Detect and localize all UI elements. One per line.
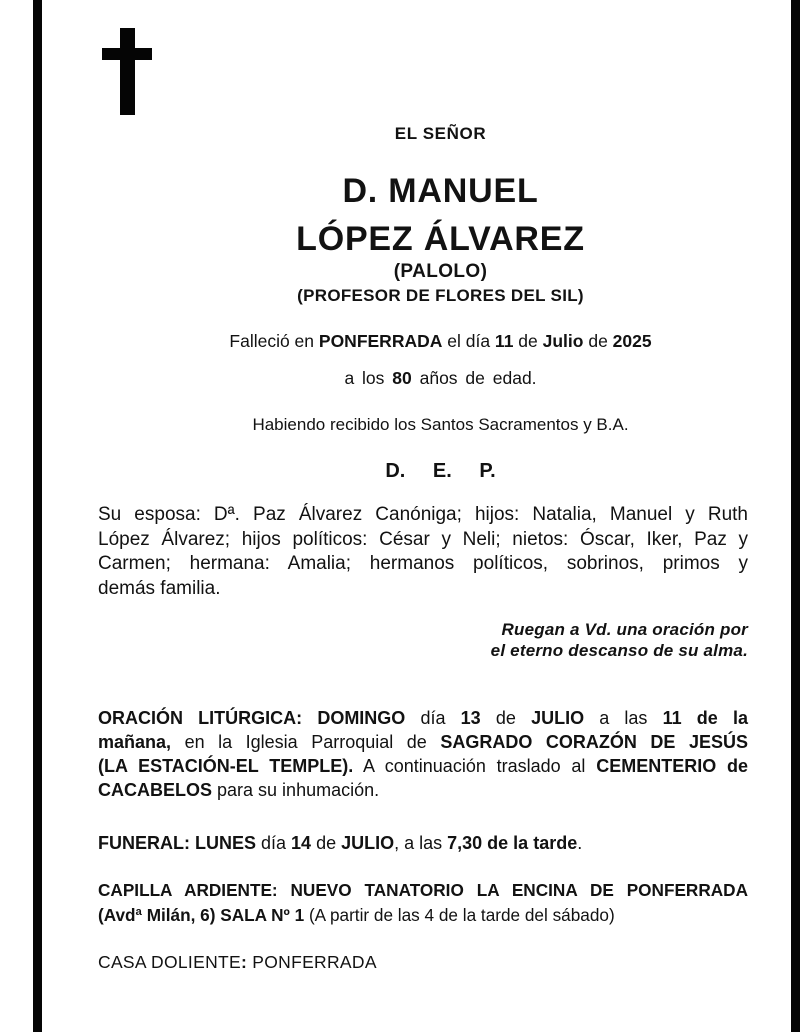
- right-border-bar: [791, 0, 800, 1032]
- deceased-name-line2: LÓPEZ ÁLVAREZ: [296, 220, 585, 258]
- mourning-house-line: CASA DOLIENTE: PONFERRADA: [98, 952, 377, 972]
- honorific: EL SEÑOR: [394, 124, 487, 143]
- latin-cross-icon: [102, 28, 152, 115]
- nickname: (PALOLO): [393, 261, 488, 282]
- sacraments-line: Habiendo recibido los Santos Sacramentos y B.A.: [252, 415, 629, 434]
- prayer-request-text: [98, 620, 748, 661]
- liturgy-line: (LA ESTACIÓN-EL TEMPLE). A continuación traslado al CEMENTERIO de: [98, 756, 748, 776]
- age-line: a los 80 años de edad.: [344, 368, 537, 388]
- deceased-name-line1: D. MANUEL: [342, 172, 539, 210]
- prayer-line: el eterno descanso de su alma.: [490, 640, 748, 660]
- chapel-line: CAPILLA ARDIENTE: NUEVO TANATORIO LA ENCINA DE PONFERRADA: [98, 880, 748, 900]
- left-border-bar: [33, 0, 42, 1032]
- death-date-line: Falleció en PONFERRADA el día 11 de Julio de 2025: [229, 331, 652, 351]
- family-line: Su esposa: Dª. Paz Álvarez Canóniga; hijos: Natalia, Manuel y Ruth: [98, 504, 748, 525]
- profession-note: (PROFESOR DE FLORES DEL SIL): [297, 286, 584, 305]
- chapel-location-paragraph: [98, 878, 748, 927]
- chapel-line: (Avdª Milán, 6) SALA Nº 1 (A partir de las 4 de la tarde del sábado): [98, 904, 615, 925]
- cross-horizontal-beam: [102, 48, 152, 60]
- cross-vertical-beam: [120, 28, 135, 115]
- funeral-schedule-line: FUNERAL: LUNES día 14 de JULIO, a las 7,30 de la tarde.: [98, 833, 583, 853]
- family-line: López Álvarez; hijos políticos: César y Neli; nietos: Óscar, Iker, Paz y: [98, 528, 748, 550]
- liturgy-line: ORACIÓN LITÚRGICA: DOMINGO día 13 de JULIO a las 11 de la: [98, 708, 748, 728]
- family-line: Carmen; hermana: Amalia; hermanos políticos, sobrinos, primos y: [98, 553, 748, 574]
- liturgy-line: CACABELOS para su inhumación.: [98, 780, 380, 800]
- liturgy-line: mañana, en la Iglesia Parroquial de SAGRADO CORAZÓN DE JESÚS: [98, 732, 748, 752]
- liturgy-schedule-paragraph: [98, 706, 748, 802]
- dep-abbreviation: D. E. P.: [385, 460, 496, 482]
- family-line: demás familia.: [98, 577, 221, 599]
- family-relatives-paragraph: [98, 503, 748, 601]
- deceased-name: [133, 167, 748, 263]
- prayer-line: Ruegan a Vd. una oración por: [501, 620, 748, 639]
